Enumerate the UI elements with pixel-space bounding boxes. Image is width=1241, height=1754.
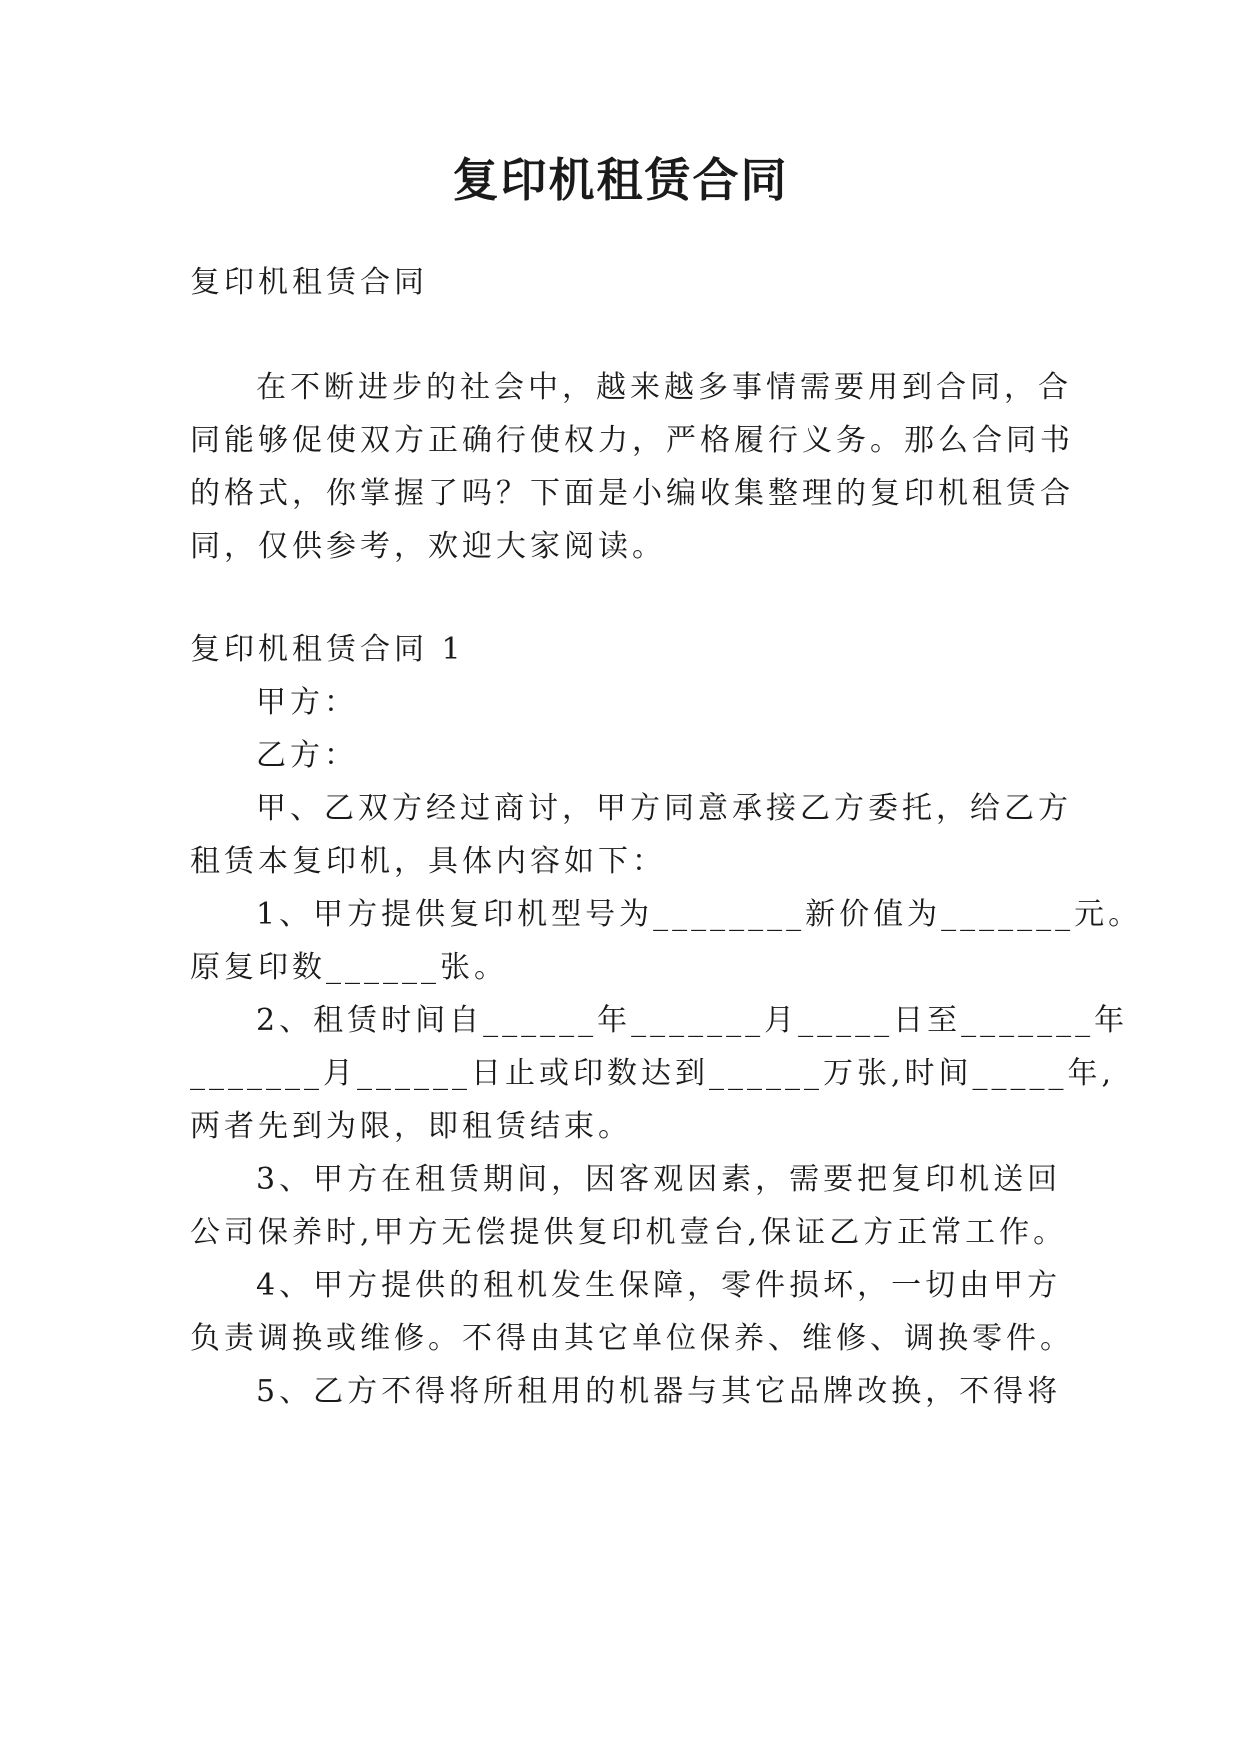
body-line: 两者先到为限，即租赁结束。 [190, 1109, 632, 1144]
intro-line: 同，仅供参考，欢迎大家阅读。 [190, 529, 666, 564]
intro-line: 的格式，你掌握了吗？下面是小编收集整理的复印机租赁合 [190, 476, 1074, 511]
body-line: 4、甲方提供的租机发生保障，零件损坏，一切由甲方 [256, 1268, 1062, 1303]
section-heading: 复印机租赁合同 1 [190, 632, 465, 667]
body-line: 3、甲方在租赁期间，因客观因素，需要把复印机送回 [256, 1162, 1062, 1197]
intro-line: 在不断进步的社会中，越来越多事情需要用到合同，合 [256, 370, 1072, 405]
body-line: 原复印数______张。 [190, 950, 508, 985]
intro-line: 同能够促使双方正确行使权力，严格履行义务。那么合同书 [190, 423, 1074, 458]
body-line: 负责调换或维修。不得由其它单位保养、维修、调换零件。 [190, 1321, 1074, 1356]
body-line: 甲、乙双方经过商讨，甲方同意承接乙方委托，给乙方 [256, 791, 1072, 826]
body-line: 5、乙方不得将所租用的机器与其它品牌改换，不得将 [256, 1374, 1062, 1409]
document-title: 复印机租赁合同 [452, 153, 789, 207]
party-b-label: 乙方： [256, 738, 358, 773]
body-line: _______月______日止或印数达到______万张,时间_____年, [190, 1056, 1116, 1091]
body-line: 2、租赁时间自______年_______月_____日至_______年 [256, 1003, 1129, 1038]
body-line: 1、甲方提供复印机型号为________新价值为_______元。 [256, 897, 1143, 932]
party-a-label: 甲方： [256, 685, 358, 720]
body-line: 公司保养时,甲方无偿提供复印机壹台,保证乙方正常工作。 [190, 1215, 1068, 1250]
body-line: 租赁本复印机，具体内容如下： [190, 844, 666, 879]
document-subtitle: 复印机租赁合同 [190, 265, 428, 300]
